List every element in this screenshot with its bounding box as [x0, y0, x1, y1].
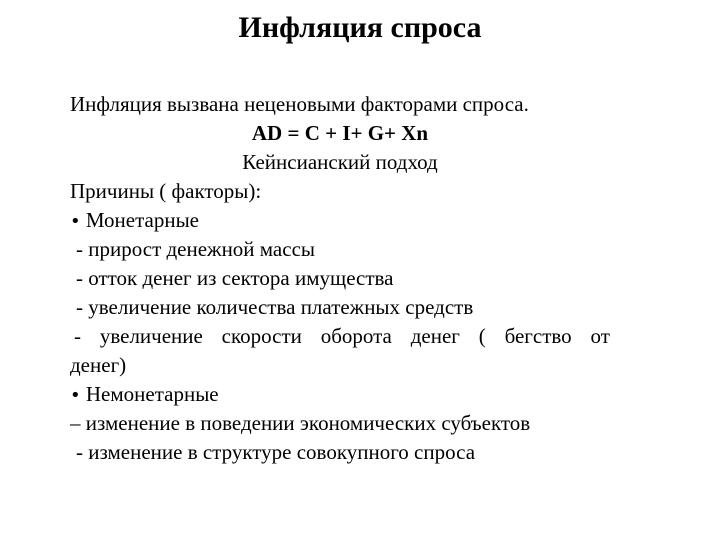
word: оборота [320, 324, 392, 348]
word: от [590, 324, 610, 348]
word: - [74, 324, 81, 348]
word: увеличение [99, 324, 203, 348]
monetary-subitem-4-continuation: денег) [70, 353, 127, 377]
monetary-subitem-2: - отток денег из сектора имущества [76, 266, 394, 290]
monetary-label: Монетарные [85, 208, 200, 232]
monetary-subitem-4 [70, 322, 610, 351]
bullet-icon: • [70, 385, 81, 406]
monetary-subitem-1: - прирост денежной массы [76, 237, 316, 261]
causes-header: Причины ( факторы): [70, 179, 262, 203]
approach-line: Кейнсианский подход [242, 150, 438, 174]
bullet-icon: • [70, 211, 81, 232]
word: скорости [221, 324, 302, 348]
monetary-item [70, 206, 610, 235]
nonmonetary-label: Немонетарные [85, 382, 219, 406]
formula-line: AD = C + I+ G+ Xn [251, 121, 429, 145]
nonmonetary-subitem-1: – изменение в поведении экономических субъектов [70, 411, 531, 435]
word: бегство [504, 324, 572, 348]
slide-body [70, 90, 610, 467]
nonmonetary-item [70, 380, 610, 409]
word: ( [478, 324, 486, 348]
nonmonetary-subitem-2: - изменение в структуре совокупного спроса [76, 440, 476, 464]
monetary-subitem-3: - увеличение количества платежных средств [76, 295, 474, 319]
word: денег [410, 324, 460, 348]
slide-title: Инфляция спроса [238, 11, 482, 44]
intro-line: Инфляция вызвана неценовыми факторами спроса. [70, 92, 529, 116]
